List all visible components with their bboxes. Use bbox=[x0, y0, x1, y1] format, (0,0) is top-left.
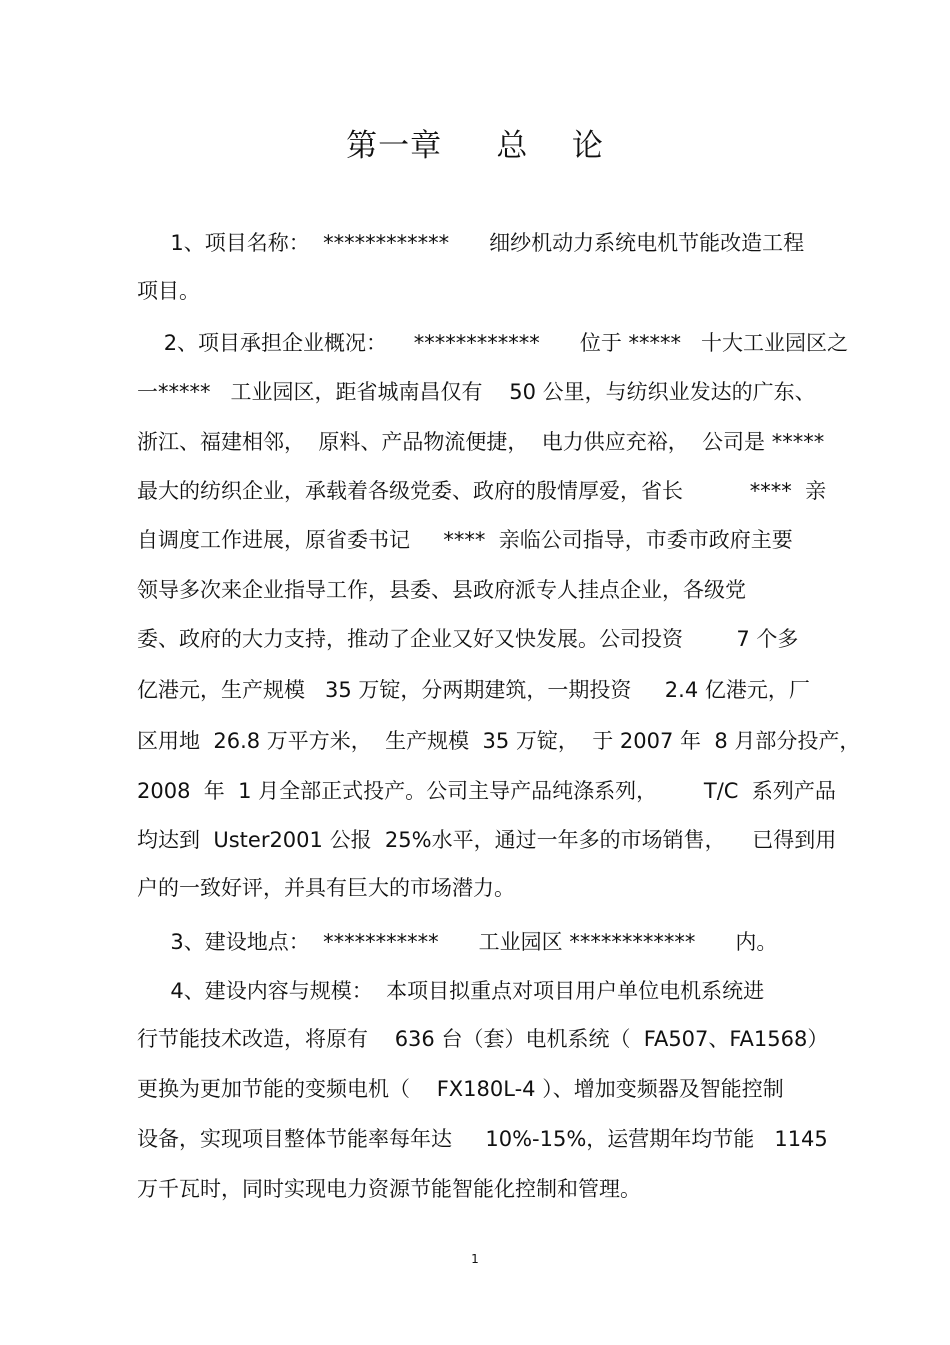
text-line: 领导多次来企业指导工作，县委、县政府派专人挂点企业，各级党 bbox=[137, 578, 746, 602]
text-line: 4、建设内容与规模： 本项目拟重点对项目用户单位电机系统进 bbox=[137, 979, 765, 1003]
text-line: 1、项目名称： ************ 细纱机动力系统电机节能改造工程 bbox=[137, 231, 805, 255]
text-line: 亿港元，生产规模 35 万锭，分两期建筑，一期投资 2.4 亿港元，厂 bbox=[137, 678, 810, 702]
chapter-title: 第一章 总 论 bbox=[346, 128, 604, 164]
text-line: 浙江、福建相邻， 原料、产品物流便捷， 电力供应充裕， 公司是 ***** bbox=[137, 430, 825, 454]
text-line: 自调度工作进展，原省委书记 **** 亲临公司指导，市委市政府主要 bbox=[137, 528, 793, 552]
text-line: 更换为更加节能的变频电机（ FX180L-4 ）、增加变频器及智能控制 bbox=[137, 1077, 784, 1101]
text-line: 一***** 工业园区，距省城南昌仅有 50 公里，与纺织业发达的广东、 bbox=[137, 380, 816, 404]
text-line: 万千瓦时，同时实现电力资源节能智能化控制和管理。 bbox=[137, 1177, 641, 1201]
text-line: 户的一致好评，并具有巨大的市场潜力。 bbox=[137, 876, 515, 900]
text-line: 均达到 Uster2001 公报 25%水平，通过一年多的市场销售， 已得到用 bbox=[137, 828, 837, 852]
text-line: 设备，实现项目整体节能率每年达 10%-15%，运营期年均节能 1145 bbox=[137, 1127, 828, 1151]
text-line: 行节能技术改造，将原有 636 台（套）电机系统（ FA507、FA1568） bbox=[137, 1027, 829, 1051]
text-line: 委、政府的大力支持，推动了企业又好又快发展。公司投资 7 个多 bbox=[137, 627, 799, 651]
text-line: 区用地 26.8 万平方米， 生产规模 35 万锭， 于 2007 年 8 月部分投产， bbox=[137, 729, 861, 753]
text-line: 项目。 bbox=[137, 279, 200, 303]
text-line: 2008 年 1 月全部正式投产。公司主导产品纯涤系列， T/C 系列产品 bbox=[137, 779, 836, 803]
text-line: 2、项目承担企业概况： ************ 位于 ***** 十大工业园区之 bbox=[137, 331, 849, 355]
text-line: 3、建设地点： *********** 工业园区 ************ 内。 bbox=[137, 930, 778, 954]
page-number: 1 bbox=[471, 1252, 479, 1266]
text-line: 最大的纺织企业，承载着各级党委、政府的殷情厚爱，省长 **** 亲 bbox=[137, 479, 827, 503]
